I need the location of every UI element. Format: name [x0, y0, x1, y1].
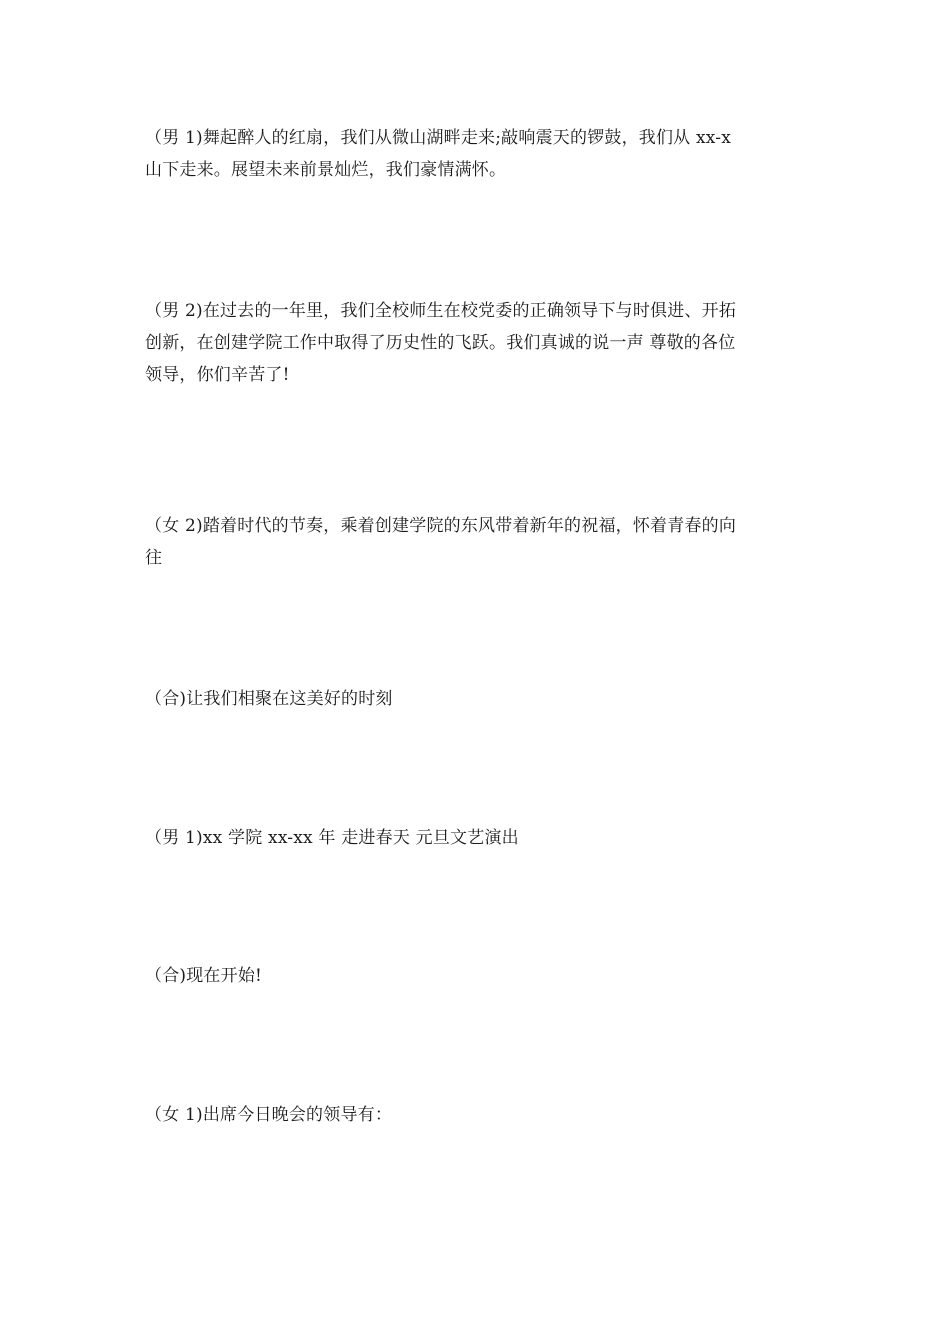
text-line: （男 1)舞起醉人的红扇，我们从微山湖畔走来;敲响震天的锣鼓，我们从 xx-x: [145, 128, 731, 148]
paragraph-male2-past-year: [145, 295, 810, 391]
text-line: 领导，你们辛苦了!: [145, 365, 290, 385]
paragraph-together-start: [145, 960, 810, 992]
paragraph-male1-title: [145, 822, 810, 854]
text-line: 创新，在创建学院工作中取得了历史性的飞跃。我们真诚的说一声 尊敬的各位: [145, 333, 736, 353]
text-line: 山下走来。展望未来前景灿烂，我们豪情满怀。: [145, 160, 507, 180]
text-line: （女 2)踏着时代的节奏，乘着创建学院的东风带着新年的祝福，怀着青春的向: [145, 516, 737, 536]
text-line: 往: [145, 548, 163, 568]
text-line: （合)让我们相聚在这美好的时刻: [145, 689, 393, 709]
text-line: （男 1)xx 学院 xx-xx 年 走进春天 元旦文艺演出: [145, 828, 519, 848]
paragraph-female1-leaders: [145, 1099, 810, 1131]
paragraph-male1-opening: [145, 122, 810, 186]
text-line: （男 2)在过去的一年里，我们全校师生在校党委的正确领导下与时俱进、开拓: [145, 301, 737, 321]
paragraph-female2-rhythm: [145, 510, 810, 574]
paragraph-together-gather: [145, 683, 810, 715]
text-line: （女 1)出席今日晚会的领导有：: [145, 1105, 393, 1125]
text-line: （合)现在开始!: [145, 966, 263, 986]
